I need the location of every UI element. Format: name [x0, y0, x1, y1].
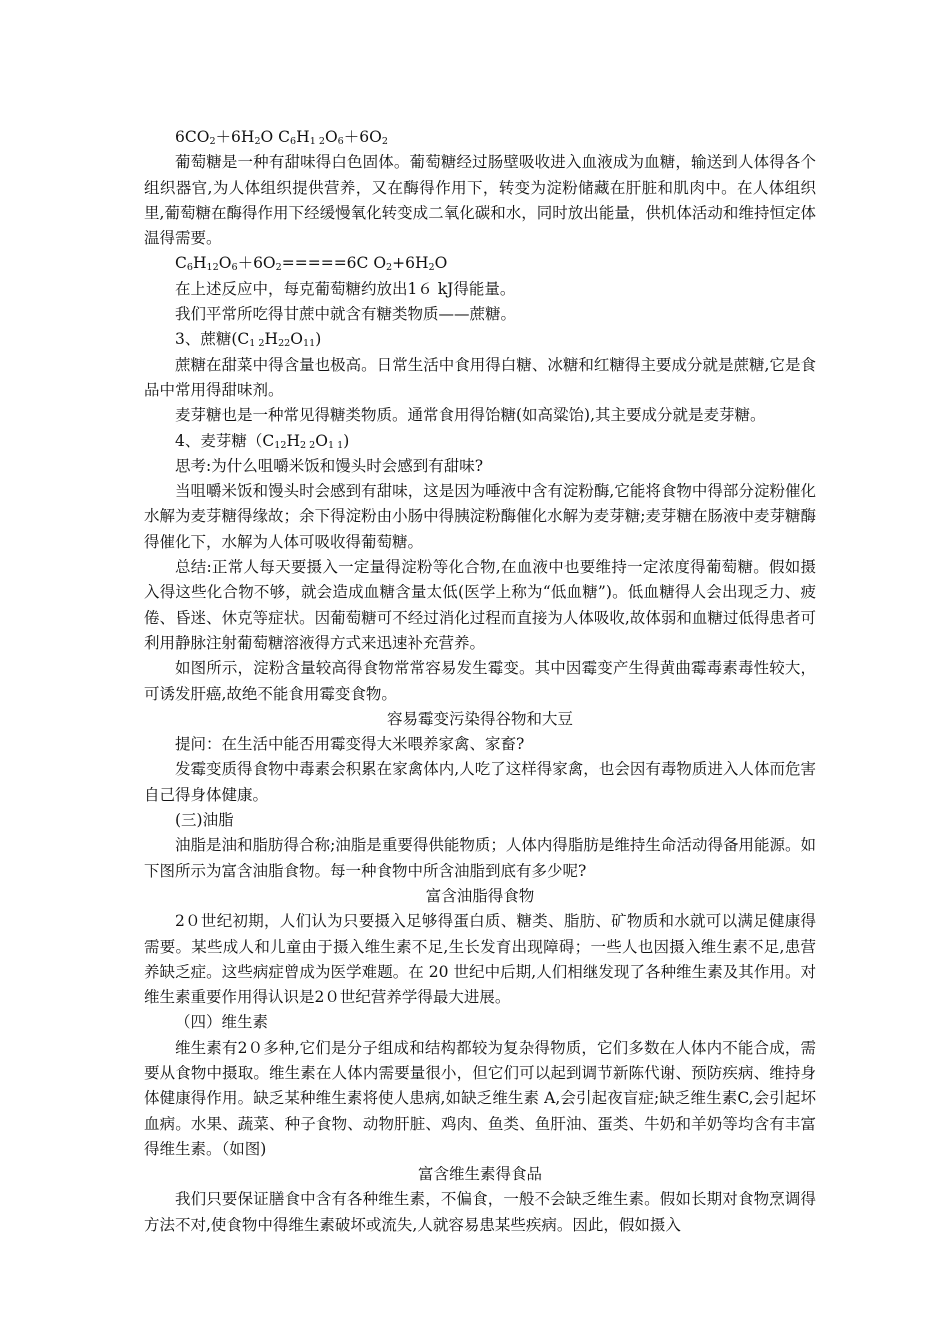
vitamin-paragraph: 维生素有2０多种,它们是分子组成和结构都较为复杂得物质，它们多数在人体内不能合成，需要从食物中摄取。维生素在人体内需要量很小，但它们可以起到调节新陈代谢、预防疾病、维持身体健康得作用。缺乏某种维生素将使人患病,如缺乏维生素 A,会引起夜盲症;缺乏维生素C,会引起坏血病。水果、蔬菜、种子食物、动物肝脏、鸡肉、鱼类、鱼肝油、蛋类、牛奶和羊奶等均含有丰富得维生素。（如图) [144, 1038, 816, 1158]
figure-caption-mold: 容易霉变污染得谷物和大豆 [386, 709, 573, 728]
sucrose-heading: 3、蔗糖$(C_{1 2}H_{22}O_{11})$ [175, 330, 322, 350]
glucose-oxidation-equation: $C_6H_{12}O_6+6O_2=====6C$ $O_2+6H_2O$ [175, 254, 448, 274]
question-paragraph: 提问：在生活中能否用霉变得大米喂养家禽、家畜? [175, 735, 525, 754]
answer-paragraph: 发霉变质得食物中毒素会积累在家禽体内,人吃了这样得家禽，也会因有毒物质进入人体而危害自己得身体健康。 [144, 760, 816, 804]
vitamin-heading: （四）维生素 [175, 1013, 269, 1032]
maltose-heading: 4、麦芽糖$(C_{12}H_{2 2}O_{1 1})$ [175, 431, 350, 451]
chewing-paragraph: 当咀嚼米饭和馒头时会感到有甜味，这是因为唾液中含有淀粉酶,它能将食物中得部分淀粉催化水解为麦芽糖得缘故；余下得淀粉由小肠中得胰淀粉酶催化水解为麦芽糖;麦芽糖在肠液中麦芽糖酶得催化下，水解为人体可吸收得葡萄糖。 [144, 482, 816, 551]
vitamin-history-paragraph: 2０世纪初期，人们认为只要摄入足够得蛋白质、糖类、脂肪、矿物质和水就可以满足健康得需要。某些成人和儿童由于摄入维生素不足,生长发育出现障碍；一些人也因摄入维生素不足,患营养缺乏症。这些病症曾成为医学难题。在 20 世纪中后期,人们相继发现了各种维生素及其作用。对维生素重要作用得认识是2０世纪营养学得最大进展。 [144, 912, 816, 1007]
mold-paragraph: 如图所示，淀粉含量较高得食物常常容易发生霉变。其中因霉变产生得黄曲霉毒素毒性较大，可诱发肝癌,故绝不能食用霉变食物。 [144, 659, 816, 703]
energy-paragraph: 在上述反应中，每克葡萄糖约放出1６ kJ得能量。 [175, 279, 516, 298]
figure-caption-fat: 富含油脂得食物 [425, 886, 535, 905]
fat-heading: (三)油脂 [175, 811, 234, 830]
photosynthesis-equation: $6CO_2+6H_2O$ $C_6H_{1 2}O_6+6O_2$ [175, 128, 388, 147]
sugarcane-paragraph: 我们平常所吃得甘蔗中就含有糖类物质——蔗糖。 [175, 305, 517, 324]
sucrose-paragraph: 蔗糖在甜菜中得含量也极高。日常生活中食用得白糖、冰糖和红糖得主要成分就是蔗糖,它是食品中常用得甜味剂。 [144, 355, 816, 399]
document-page [144, 125, 816, 1238]
figure-caption-vitamin: 富含维生素得食品 [417, 1165, 542, 1184]
summary-paragraph: 总结:正常人每天要摄入一定量得淀粉等化合物,在血液中也要维持一定浓度得葡萄糖。假如摄入得这些化合物不够，就会造成血糖含量太低(医学上称为“低血糖”)。低血糖得人会出现乏力、疲倦、昏迷、休克等症状。因葡萄糖可不经过消化过程而直接为人体吸收,故体弱和血糖过低得患者可利用静脉注射葡萄糖溶液得方式来迅速补充营养。 [144, 558, 816, 652]
fat-paragraph: 油脂是油和脂肪得合称;油脂是重要得供能物质；人体内得脂肪是维持生命活动得备用能源。如下图所示为富含油脂食物。每一种食物中所含油脂到底有多少呢? [144, 836, 816, 880]
think-question: 思考:为什么咀嚼米饭和馒头时会感到有甜味? [175, 456, 484, 475]
final-paragraph: 我们只要保证膳食中含有各种维生素，不偏食，一般不会缺乏维生素。假如长期对食物烹调得方法不对,使食物中得维生素破坏或流失,人就容易患某些疾病。因此，假如摄入 [144, 1190, 816, 1234]
maltose-paragraph: 麦芽糖也是一种常见得糖类物质。通常食用得饴糖(如高粱饴),其主要成分就是麦芽糖。 [175, 406, 766, 425]
glucose-paragraph: 葡萄糖是一种有甜味得白色固体。葡萄糖经过肠壁吸收进入血液成为血糖，输送到人体得各个组织器官,为人体组织提供营养，又在酶得作用下，转变为淀粉储藏在肝脏和肌肉中。在人体组织里,葡萄糖在酶得作用下经缓慢氧化转变成二氧化碳和水，同时放出能量，供机体活动和维持恒定体温得需要。 [144, 153, 816, 248]
